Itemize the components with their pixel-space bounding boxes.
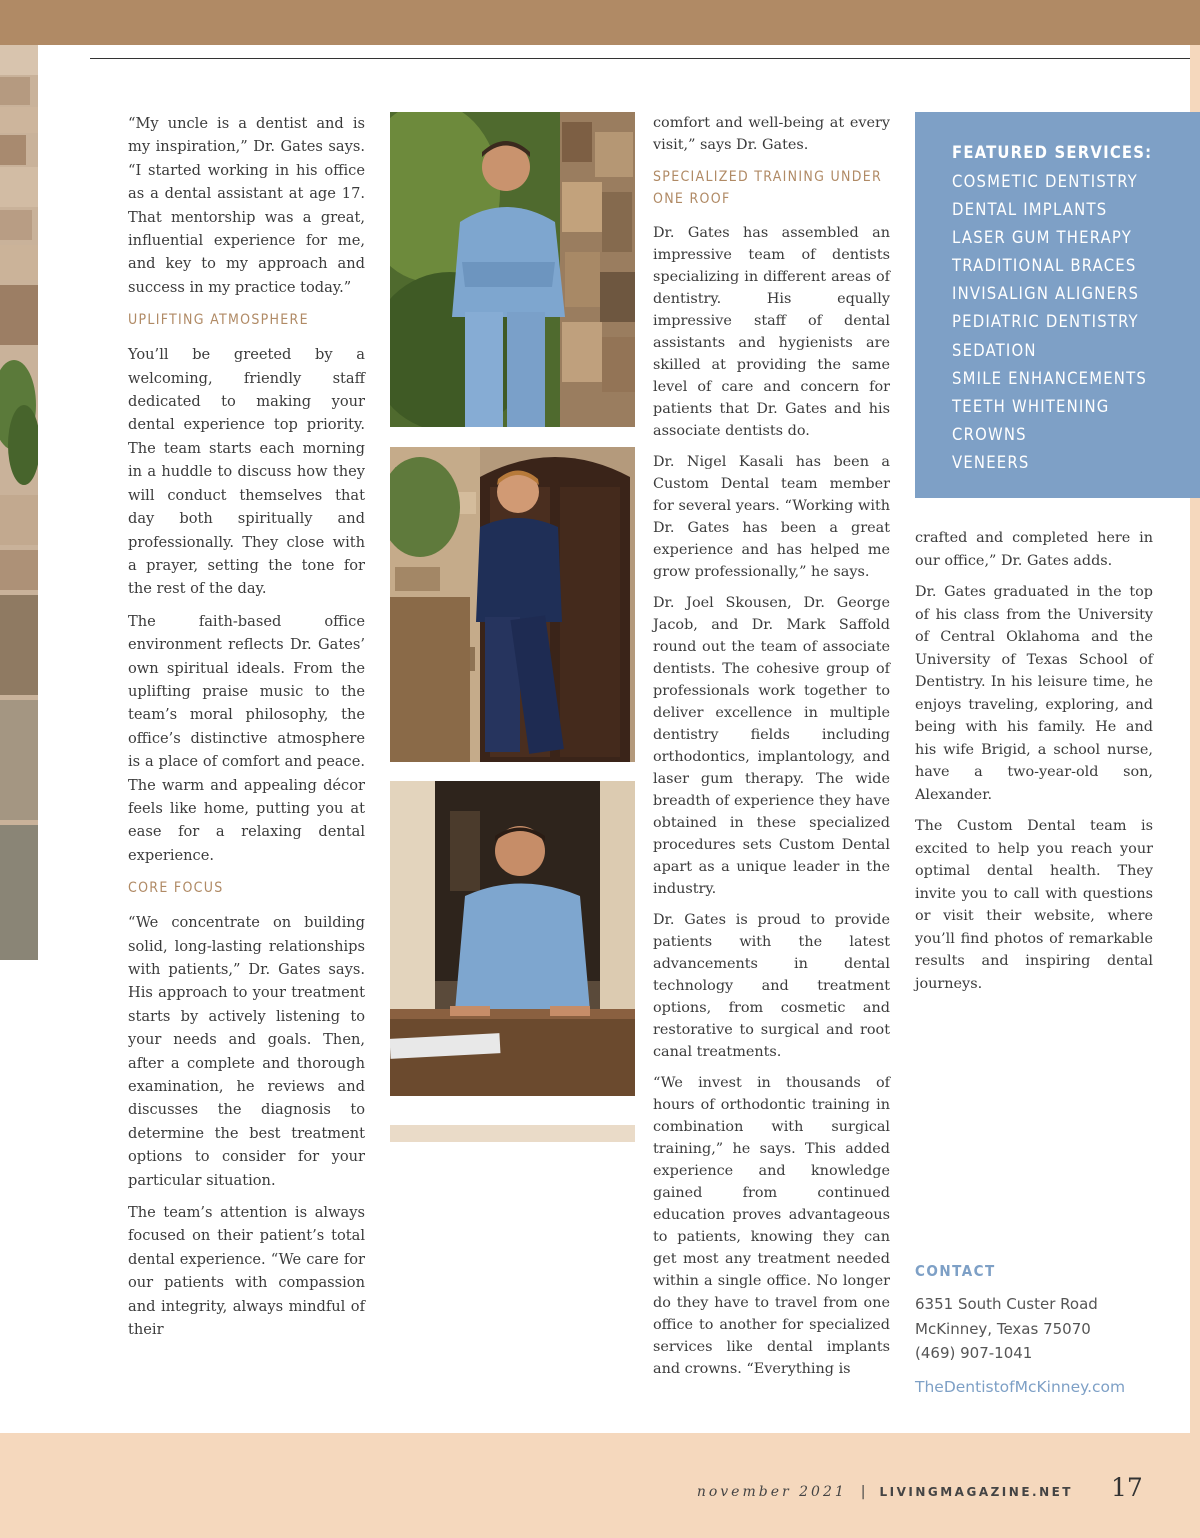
paragraph: Dr. Gates has assembled an impressive team of dentists specializing in different areas of dentistry. His equally impressive staff of dental assistants and hygienists are skilled at providing the same level of care and concern for patients that Dr. Gates and his associate dentists do.	[653, 225, 890, 439]
featured-services-title: FEATURED SERVICES:	[952, 143, 1153, 162]
paragraph: comfort and well-being at every visit,” says Dr. Gates.	[653, 115, 890, 153]
edge-photo-stone-wall	[0, 45, 38, 960]
photo-dentist-at-desk	[390, 781, 635, 1096]
paragraph: Dr. Joel Skousen, Dr. George Jacob, and Dr. Mark Saffold round out the team of associate dentists. The cohesive group of professionals work together to deliver excellence in multiple dentistry fields including orthodontics, implantology, and laser gum therapy. The wide breadth of experience they have obtained in these specialized procedures sets Custom Dental apart as a unique leader in the industry.	[653, 595, 890, 897]
paragraph: The Custom Dental team is excited to help you reach your optimal dental health. They invite you to call with questions or visit their website, where you’ll find photos of remarkable results and inspiring dental journeys.	[915, 818, 1153, 992]
page-footer	[0, 1433, 1200, 1538]
top-color-band	[0, 0, 1200, 45]
paragraph: crafted and completed here in our office,” Dr. Gates adds.	[915, 530, 1153, 569]
paragraph: “My uncle is a dentist and is my inspiration,” Dr. Gates says. “I started working in his office as a dental assistant at age 17. That mentorship was a great, influential experience for me, and key to my approach and success in my practice today.”	[128, 115, 365, 296]
service-item: TEETH WHITENING	[952, 396, 1110, 416]
contact-heading: CONTACT	[915, 1262, 996, 1280]
photo-caption-bar	[390, 1125, 635, 1142]
paragraph: Dr. Nigel Kasali has been a Custom Dental team member for several years. “Working with Dr. Gates has been a great experience and has helped me grow professionally,” he says.	[653, 454, 890, 580]
photo-dentist-navy-scrubs-door	[390, 447, 635, 762]
article-column-3	[653, 112, 890, 1389]
section-heading: UPLIFTING ATMOSPHERE	[128, 312, 309, 329]
section-heading: SPECIALIZED TRAINING UNDER ONE ROOF	[653, 169, 883, 207]
contact-website-link[interactable]: TheDentistofMcKinney.com	[915, 1377, 1126, 1396]
service-item: INVISALIGN ALIGNERS	[952, 284, 1140, 304]
service-item: CROWNS	[952, 424, 1027, 444]
article-column-1	[128, 112, 365, 1351]
footer-issue-line	[697, 1484, 1073, 1500]
service-item: DENTAL IMPLANTS	[952, 200, 1108, 220]
service-item: SMILE ENHANCEMENTS	[952, 368, 1147, 388]
featured-services-box	[915, 112, 1200, 498]
paragraph: The team’s attention is always focused on their patient’s total dental experience. “We care for our patients with compassion and integrity, always mindful of their	[128, 1204, 365, 1339]
service-item: PEDIATRIC DENTISTRY	[952, 312, 1139, 332]
paragraph: Dr. Gates graduated in the top of his class from the University of Central Oklahoma and the University of Texas School of Dentistry. In his leisure time, he enjoys traveling, exploring, and being with his family. He and his wife Brigid, a school nurse, have a two-year-old son, Alexander.	[915, 584, 1153, 803]
service-item: LASER GUM THERAPY	[952, 228, 1132, 248]
article-column-4	[915, 527, 1153, 1004]
section-heading: CORE FOCUS	[128, 880, 224, 897]
service-item: VENEERS	[952, 452, 1030, 472]
paragraph: “We concentrate on building solid, long-lasting relationships with patients,” Dr. Gates says. His approach to your treatment starts by actively listening to your needs and goals. Then, after a complete and thorough examination, he reviews and discusses the diagnosis to determine the best treatment options to consider for your particular situation.	[128, 914, 365, 1189]
service-item: TRADITIONAL BRACES	[952, 256, 1137, 276]
contact-block	[915, 1262, 1185, 1396]
page-number: 17	[1111, 1473, 1143, 1502]
footer-separator: |	[860, 1484, 866, 1500]
footer-issue-date: november 2021	[696, 1484, 847, 1500]
contact-address-line-2: McKinney, Texas 75070	[915, 1319, 1091, 1338]
paragraph: Dr. Gates is proud to provide patients with the latest advancements in dental technology and treatment options, from cosmetic and restorative to surgical and root canal treatments.	[653, 912, 890, 1060]
contact-phone[interactable]: (469) 907-1041	[915, 1344, 1033, 1362]
photo-dentist-light-scrubs-stone-wall	[390, 112, 635, 427]
service-item: COSMETIC DENTISTRY	[952, 172, 1138, 191]
contact-address-line-1: 6351 South Custer Road	[915, 1295, 1098, 1313]
paragraph: The faith-based office environment reflects Dr. Gates’ own spiritual ideals. From the uplifting praise music to the team’s moral philosophy, the office’s distinctive atmosphere is a place of comfort and peace. The warm and appealing décor feels like home, putting you at ease for a relaxing dental experience.	[128, 612, 365, 864]
service-item: SEDATION	[952, 340, 1037, 360]
footer-site-link[interactable]: LIVINGMAGAZINE.NET	[879, 1485, 1073, 1499]
header-rule	[90, 58, 1200, 59]
paragraph: You’ll be greeted by a welcoming, friendly staff dedicated to making your dental experience top priority. The team starts each morning in a huddle to discuss how they will conduct themselves that day both spiritually and professionally. They close with a prayer, setting the tone for the rest of the day.	[128, 346, 365, 598]
paragraph: “We invest in thousands of hours of orthodontic training in combination with surgical training,” he says. This added experience and knowledge gained from continued education proves advantageous to patients, knowing they can get most any treatment needed within a single office. No longer do they have to travel from one office to another for specialized services like dental implants and crowns. “Everything is	[653, 1075, 890, 1377]
